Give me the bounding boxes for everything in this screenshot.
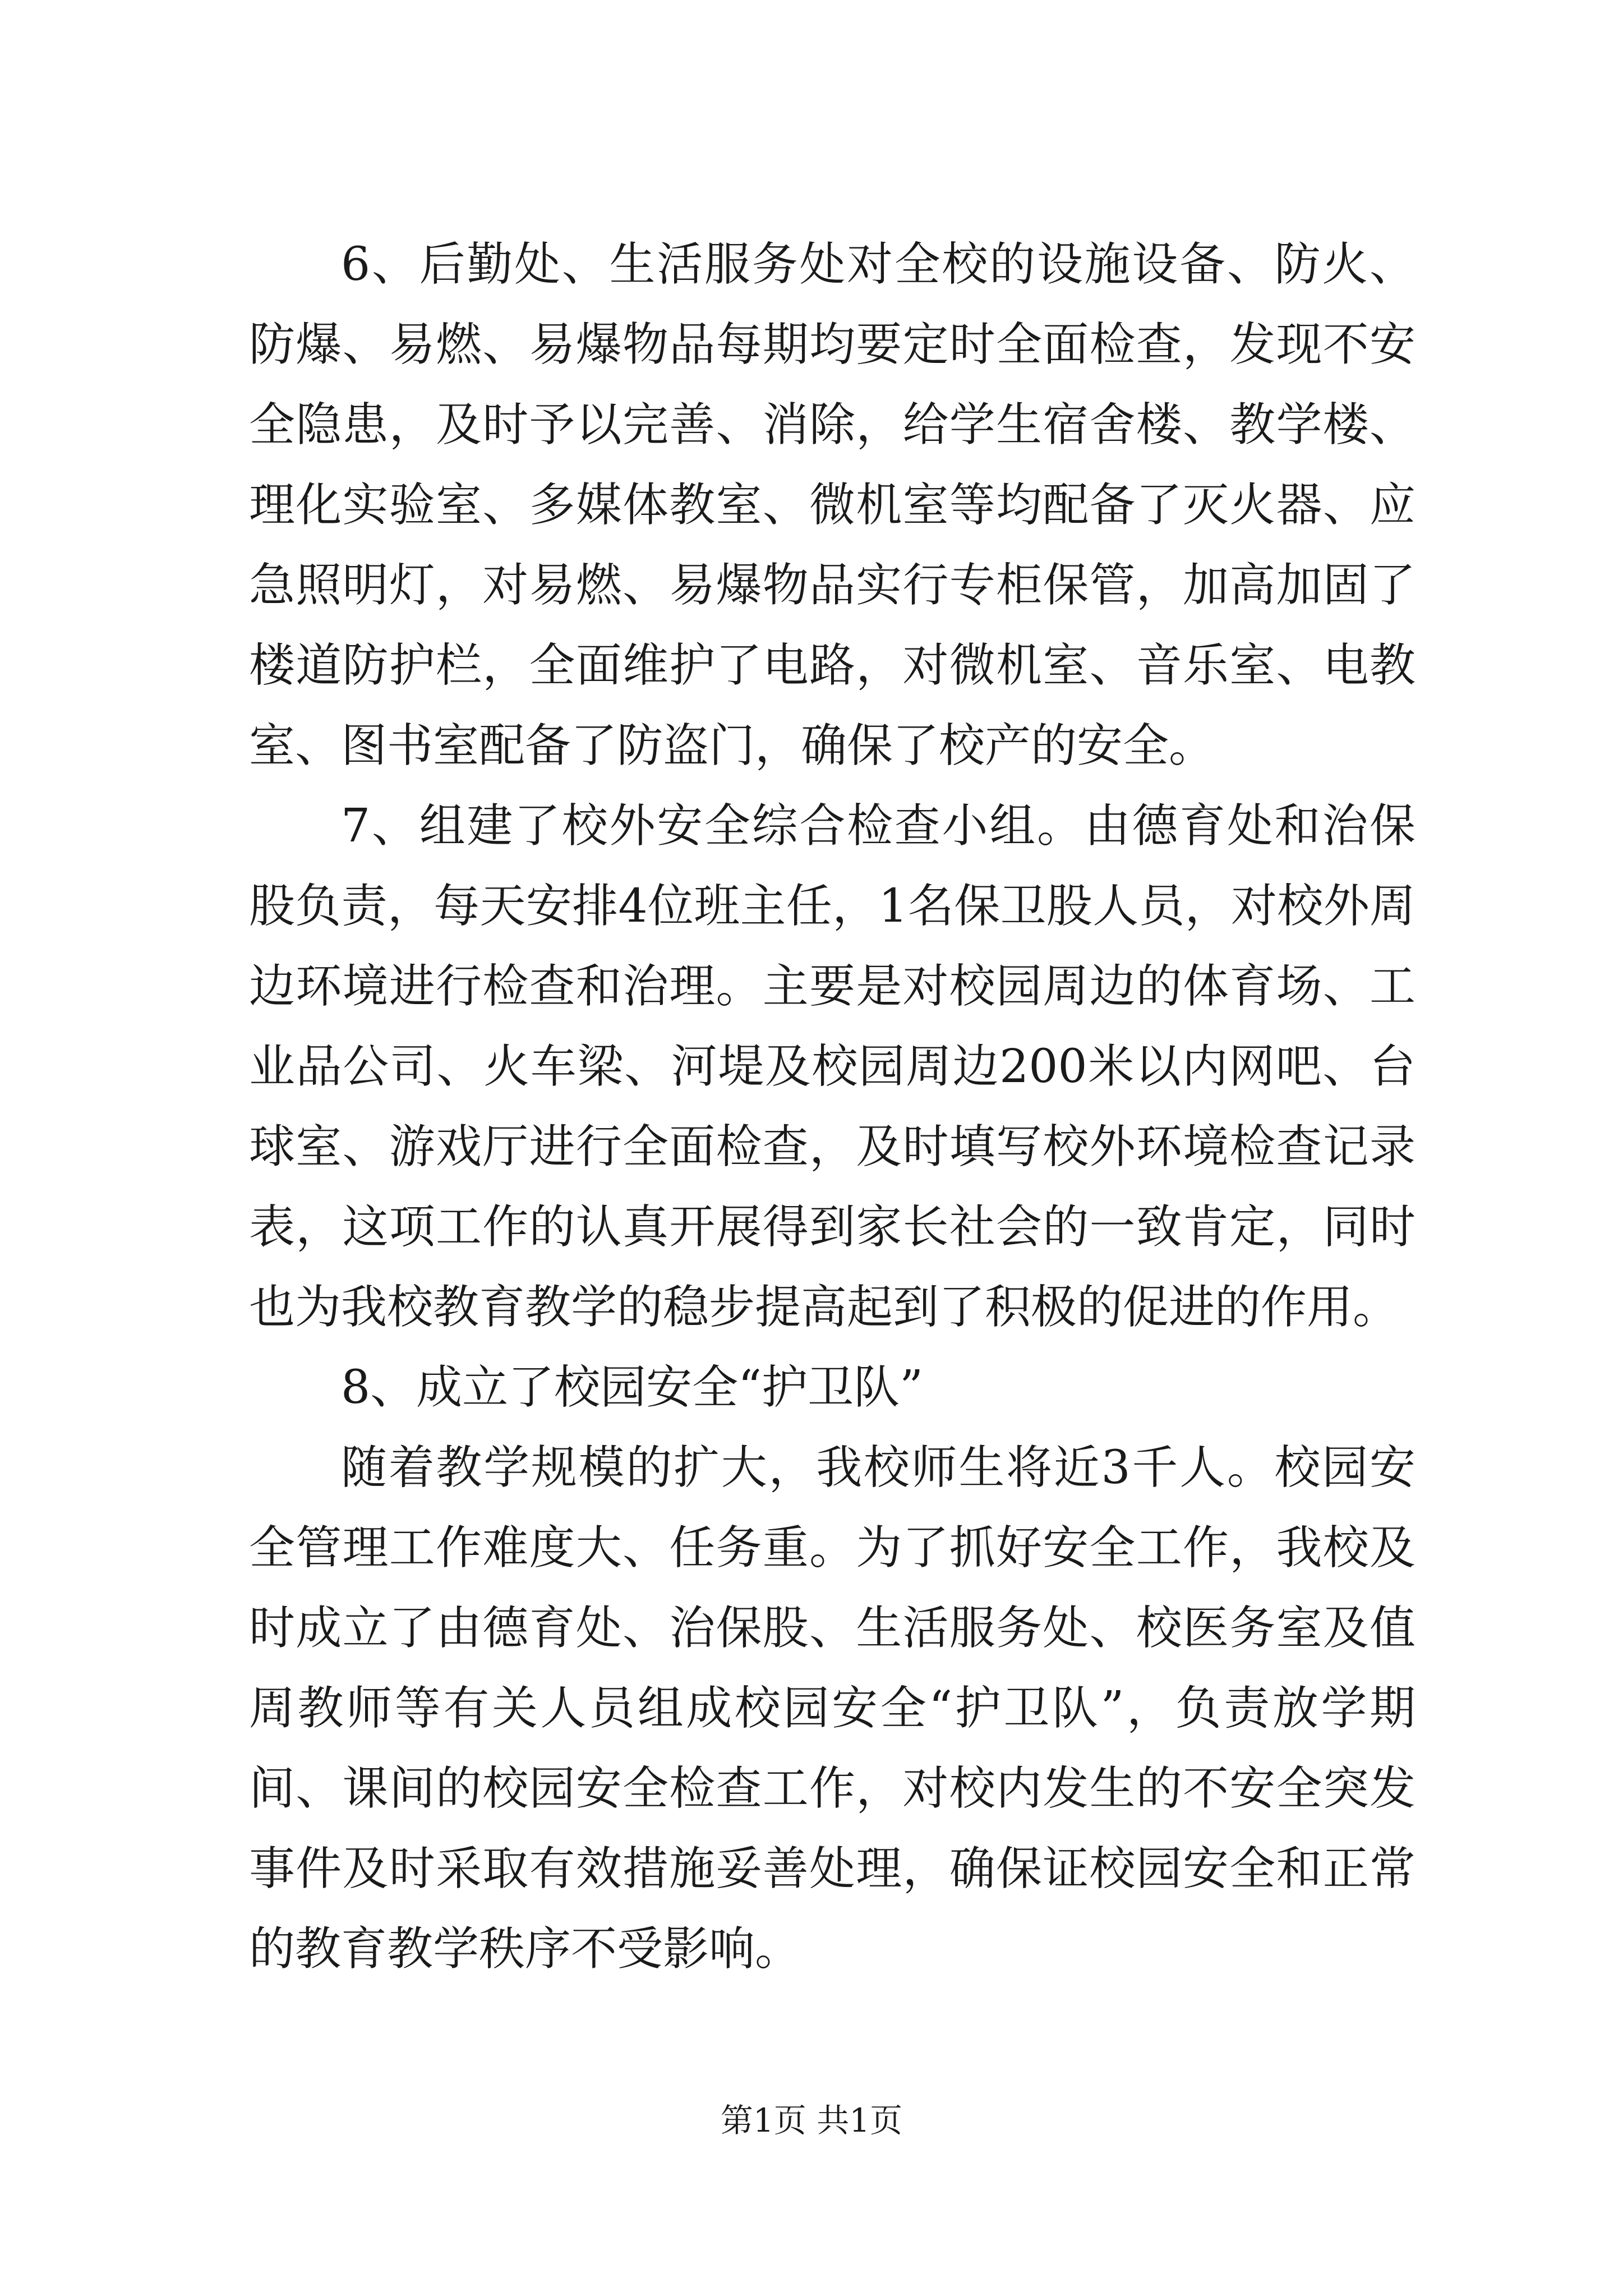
- document-body: [249, 224, 1415, 1989]
- paragraph-item-8-heading: 8、成立了校园安全“护卫队”: [341, 1361, 924, 1414]
- paragraph-item-7: 7、组建了校外安全综合检查小组。由德育处和治保股负责，每天安排4位班主任，1名保卫股人员，对校外周边环境进行检查和治理。主要是对校园周边的体育场、工业品公司、火车梁、河堤及校园周边200米以内网吧、台球室、游戏厅进行全面检查，及时填写校外环境检查记录表，这项工作的认真开展得到家长社会的一致肯定，同时也为我校教育教学的稳步提高起到了积极的促进的作用。: [249, 799, 1415, 1334]
- paragraph-item-6: 6、后勤处、生活服务处对全校的设施设备、防火、防爆、易燃、易爆物品每期均要定时全面检查，发现不安全隐患，及时予以完善、消除，给学生宿舍楼、教学楼、理化实验室、多媒体教室、微机室等均配备了灭火器、应急照明灯，对易燃、易爆物品实行专柜保管，加高加固了楼道防护栏，全面维护了电路，对微机室、音乐室、电教室、图书室配备了防盗门，确保了校产的安全。: [249, 238, 1415, 772]
- page-footer: 第1页 共1页: [720, 2101, 903, 2139]
- paragraph-guard-team: 随着教学规模的扩大，我校师生将近3千人。校园安全管理工作难度大、任务重。为了抓好安全工作，我校及时成立了由德育处、治保股、生活服务处、校医务室及值周教师等有关人员组成校园安全“护卫队”，负责放学期间、课间的校园安全检查工作，对校内发生的不安全突发事件及时采取有效措施妥善处理，确保证校园安全和正常的教育教学秩序不受影响。: [249, 1441, 1415, 1976]
